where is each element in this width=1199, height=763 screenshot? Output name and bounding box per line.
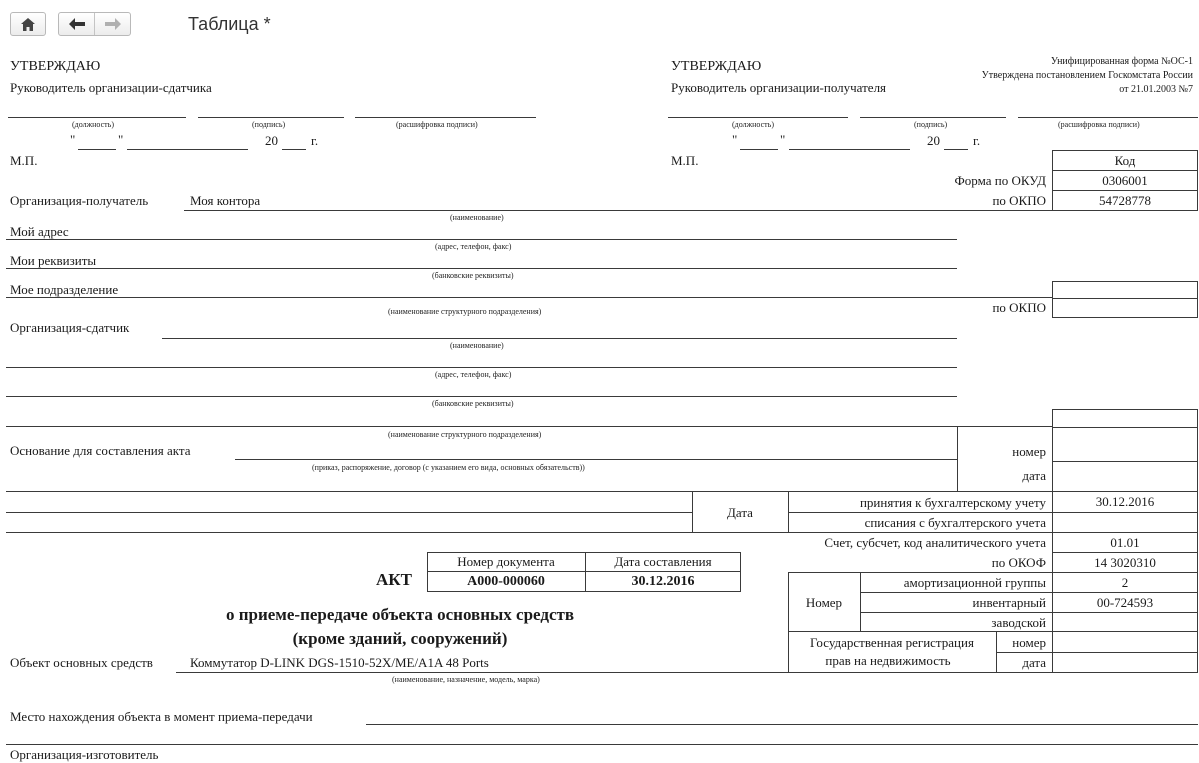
- caption-signature-left: (подпись): [252, 120, 286, 129]
- left-date-quote-open: ": [70, 132, 76, 147]
- location-line[interactable]: [366, 724, 1198, 725]
- numbers-row-line-1: [860, 592, 1198, 593]
- right-date-quote-close: ": [780, 132, 786, 147]
- left-position-line[interactable]: [8, 117, 186, 118]
- form-id-line3: от 21.01.2003 №7: [1119, 84, 1193, 95]
- receiver-name-line: [184, 210, 1052, 211]
- caption-decoding-right: (расшифровка подписи): [1058, 120, 1140, 129]
- caption-sender-division: (наименование структурного подразделения): [388, 430, 542, 439]
- okud-label: Форма по ОКУД: [954, 173, 1046, 188]
- okpo2-empty-top[interactable]: [1052, 281, 1198, 299]
- act-subtitle-1: о приеме-передаче объекта основных средств: [225, 605, 575, 624]
- basis-divider: [957, 427, 958, 492]
- arrow-right-icon: [105, 18, 121, 30]
- okof-value[interactable]: 14 3020310: [1052, 552, 1198, 573]
- account-label: Счет, субсчет, код аналитического учета: [824, 535, 1046, 550]
- location-line-2[interactable]: [6, 744, 1198, 745]
- left-decoding-line[interactable]: [355, 117, 536, 118]
- right-date-year-line[interactable]: [944, 149, 968, 150]
- receiver-address-line: [6, 239, 957, 240]
- accounting-date-label: Дата: [727, 505, 753, 520]
- form-id-line1: Унифицированная форма №ОС-1: [1050, 56, 1193, 67]
- factory-label: заводской: [991, 615, 1046, 630]
- right-date-year-prefix: 20: [927, 133, 940, 148]
- okpo-value[interactable]: 54728778: [1052, 190, 1198, 211]
- codes-header: Код: [1052, 150, 1198, 171]
- caption-position-right: (должность): [732, 120, 774, 129]
- okud-value[interactable]: 0306001: [1052, 170, 1198, 191]
- right-decoding-line[interactable]: [1018, 117, 1198, 118]
- caption-position-left: (должность): [72, 120, 114, 129]
- account-value[interactable]: 01.01: [1052, 532, 1198, 553]
- receiver-division[interactable]: Мое подразделение: [10, 282, 119, 297]
- right-date-day-line[interactable]: [740, 149, 778, 150]
- forward-button[interactable]: [95, 13, 130, 35]
- amort-label: амортизационной группы: [903, 575, 1046, 590]
- history-nav: [58, 12, 131, 36]
- object-line: [176, 672, 1198, 673]
- basis-label: Основание для составления акта: [10, 443, 191, 458]
- act-title: АКТ: [376, 570, 412, 589]
- object-value[interactable]: Коммутатор D-LINK DGS-1510-52X/ME/A1A 48 Ports: [190, 655, 489, 670]
- registration-number-label: номер: [1012, 635, 1046, 650]
- inv-value[interactable]: 00-724593: [1096, 595, 1154, 610]
- caption-sender-name: (наименование): [450, 341, 504, 350]
- basis-date-value[interactable]: [1052, 461, 1198, 492]
- accounting-middle-line: [6, 512, 692, 513]
- home-button[interactable]: [10, 12, 46, 36]
- sender-label: Организация-сдатчик: [10, 320, 130, 335]
- act-doc-date[interactable]: 30.12.2016: [631, 574, 695, 589]
- inv-label: инвентарный: [972, 595, 1046, 610]
- home-icon: [21, 18, 35, 31]
- act-doc-date-label: Дата составления: [614, 554, 712, 569]
- left-date-year-suffix: г.: [311, 133, 319, 148]
- basis-number-label: номер: [1012, 444, 1046, 459]
- basis-number-value[interactable]: [1052, 427, 1198, 462]
- stamp-left: М.П.: [10, 153, 38, 168]
- manufacturer-label: Организация-изготовитель: [10, 747, 159, 762]
- form-id-line2: Утверждена постановлением Госкомстата России: [981, 70, 1193, 81]
- window-title: Таблица *: [188, 14, 271, 34]
- object-label: Объект основных средств: [10, 655, 153, 670]
- accept-value[interactable]: 30.12.2016: [1052, 491, 1198, 513]
- receiver-bank-line: [6, 268, 957, 269]
- approve-left-subtitle: Руководитель организации-сдатчика: [10, 80, 212, 95]
- sender-bank-line[interactable]: [6, 396, 957, 397]
- act-doc-row-line: [427, 571, 741, 572]
- caption-signature-right: (подпись): [914, 120, 948, 129]
- approve-right-subtitle: Руководитель организации-получателя: [671, 80, 887, 95]
- caption-receiver-name: (наименование): [450, 213, 504, 222]
- stamp-right: М.П.: [671, 153, 699, 168]
- left-date-day-line[interactable]: [78, 149, 116, 150]
- caption-basis: (приказ, распоряжение, договор (с указанием его вида, основных обязательств)): [312, 463, 585, 472]
- right-date-year-suffix: г.: [973, 133, 981, 148]
- left-date-year-line[interactable]: [282, 149, 306, 150]
- registration-line2: прав на недвижимость: [825, 653, 951, 668]
- okpo-label: по ОКПО: [992, 193, 1046, 208]
- registration-row-line: [996, 652, 1198, 653]
- writeoff-label: списания с бухгалтерского учета: [864, 515, 1046, 530]
- left-signature-line[interactable]: [198, 117, 344, 118]
- okpo2-label: по ОКПО: [992, 300, 1046, 315]
- approve-left-title: УТВЕРЖДАЮ: [10, 59, 101, 74]
- receiver-name[interactable]: Моя контора: [190, 193, 261, 208]
- basis-date-label: дата: [1022, 468, 1046, 483]
- left-date-year-prefix: 20: [265, 133, 278, 148]
- right-position-line[interactable]: [668, 117, 848, 118]
- accept-label: принятия к бухгалтерскому учету: [859, 495, 1046, 510]
- act-subtitle-2: (кроме зданий, сооружений): [292, 629, 508, 648]
- location-label: Место нахождения объекта в момент приема-передачи: [10, 709, 313, 724]
- accounting-top-line: [6, 491, 1198, 492]
- sender-division-line[interactable]: [6, 426, 1052, 427]
- sender-okpo-empty[interactable]: [1052, 409, 1198, 428]
- receiver-bank[interactable]: Мои реквизиты: [10, 253, 97, 268]
- receiver-division-line: [6, 297, 1052, 298]
- numbers-row-line-2: [860, 612, 1198, 613]
- act-doc-number[interactable]: А000-000060: [467, 574, 545, 589]
- back-button[interactable]: [59, 13, 95, 35]
- okof-label: по ОКОФ: [991, 555, 1046, 570]
- amort-value[interactable]: 2: [1121, 575, 1129, 590]
- act-doc-number-label: Номер документа: [457, 554, 555, 569]
- right-date-quote-open: ": [732, 132, 738, 147]
- arrow-left-icon: [69, 18, 85, 30]
- right-date-month-line[interactable]: [789, 149, 910, 150]
- caption-sender-address: (адрес, телефон, факс): [435, 370, 512, 379]
- numbers-divider: [860, 572, 861, 632]
- left-date-month-line[interactable]: [127, 149, 248, 150]
- sender-name-line[interactable]: [162, 338, 957, 339]
- caption-object: (наименование, назначение, модель, марка): [392, 675, 540, 684]
- right-signature-line[interactable]: [860, 117, 1006, 118]
- receiver-label: Организация-получатель: [10, 193, 149, 208]
- accounting-bottom-line: [6, 532, 1198, 533]
- numbers-label: Номер: [805, 595, 843, 610]
- caption-decoding-left: (расшифровка подписи): [396, 120, 478, 129]
- approve-right-title: УТВЕРЖДАЮ: [671, 59, 762, 74]
- registration-date-label: дата: [1022, 655, 1046, 670]
- caption-sender-bank: (банковские реквизиты): [432, 399, 514, 408]
- writeoff-value[interactable]: [1052, 512, 1198, 533]
- caption-receiver-division: (наименование структурного подразделения): [388, 307, 542, 316]
- basis-line[interactable]: [235, 459, 957, 460]
- caption-receiver-bank: (банковские реквизиты): [432, 271, 514, 280]
- caption-receiver-address: (адрес, телефон, факс): [435, 242, 512, 251]
- left-date-quote-close: ": [118, 132, 124, 147]
- registration-line1: Государственная регистрация: [810, 635, 974, 650]
- okpo2-value[interactable]: [1052, 298, 1198, 318]
- receiver-address[interactable]: Мой адрес: [10, 224, 69, 239]
- sender-address-line[interactable]: [6, 367, 957, 368]
